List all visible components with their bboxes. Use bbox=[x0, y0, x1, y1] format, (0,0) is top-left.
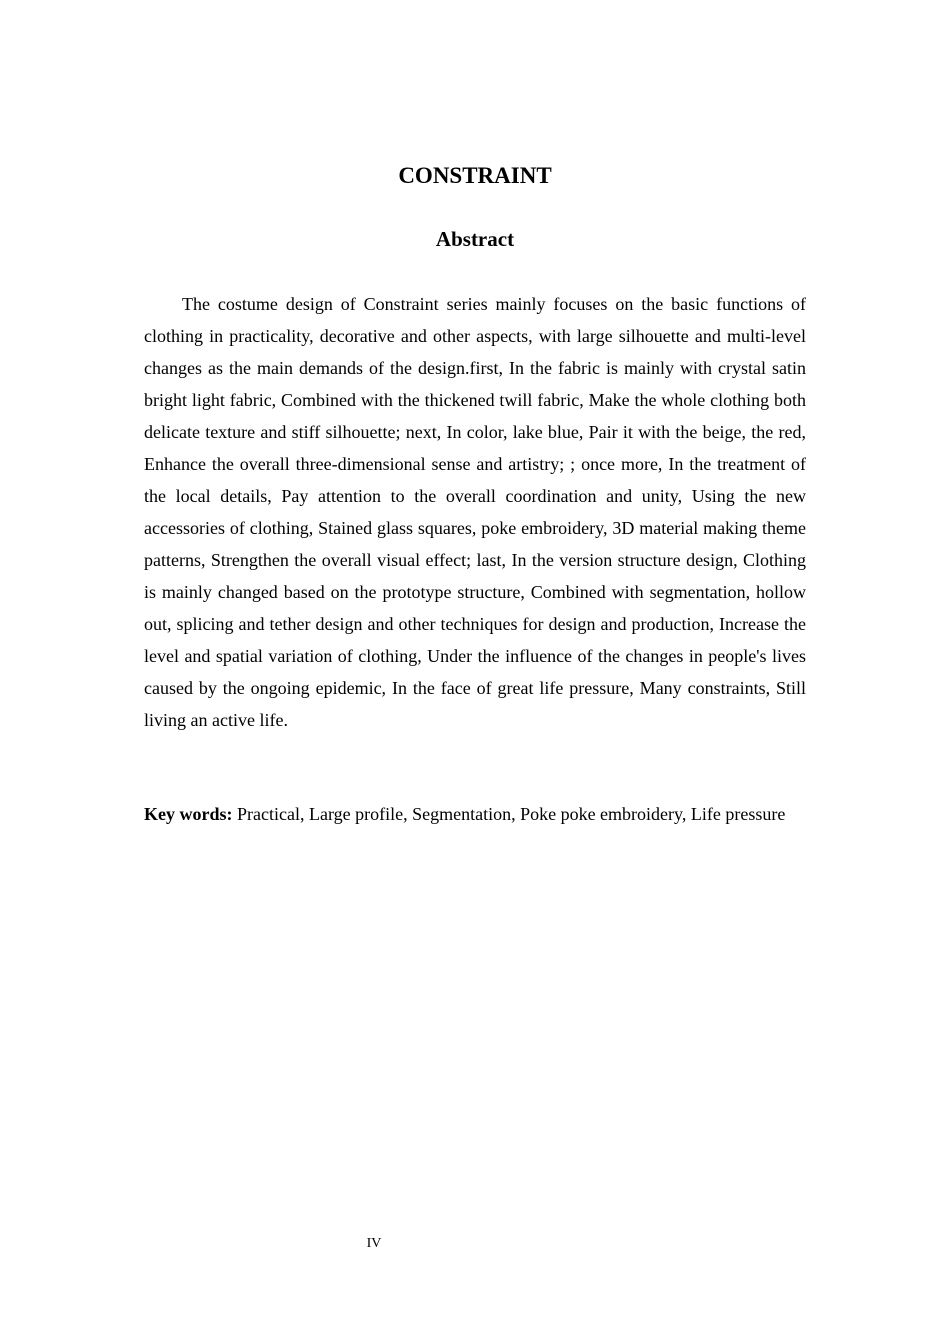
abstract-paragraph: The costume design of Constraint series mainly focuses on the basic functions of clothing in practicality, decorative and other aspects, with large silhouette and multi-level changes as the main demands of the design.first, In the fabric is mainly with crystal satin bright light fabric, Combined with the thickened twill fabric, Make the whole clothing both delicate texture and stiff silhouette; next, In color, lake blue, Pair it with the beige, the red, Enhance the overall three-dimensional sense and artistry; ; once more, In the treatment of the local details, Pay attention to the overall coordination and unity, Using the new accessories of clothing, Stained glass squares, poke embroidery, 3D material making theme patterns, Strengthen the overall visual effect; last, In the version structure design, Clothing is mainly changed based on the prototype structure, Combined with segmentation, hollow out, splicing and tether design and other techniques for design and production, Increase the level and spatial variation of clothing, Under the influence of the changes in people's lives caused by the ongoing epidemic, In the face of great life pressure, Many constraints, Still living an active life. bbox=[144, 294, 806, 730]
keywords-line bbox=[144, 798, 806, 830]
keywords-label: Key words: bbox=[144, 804, 233, 824]
document-title: CONSTRAINT bbox=[398, 163, 552, 188]
page-number: IV bbox=[366, 1236, 382, 1251]
keywords-text: Practical, Large profile, Segmentation, Poke poke embroidery, Life pressure bbox=[237, 804, 786, 824]
abstract-heading: Abstract bbox=[435, 227, 515, 251]
